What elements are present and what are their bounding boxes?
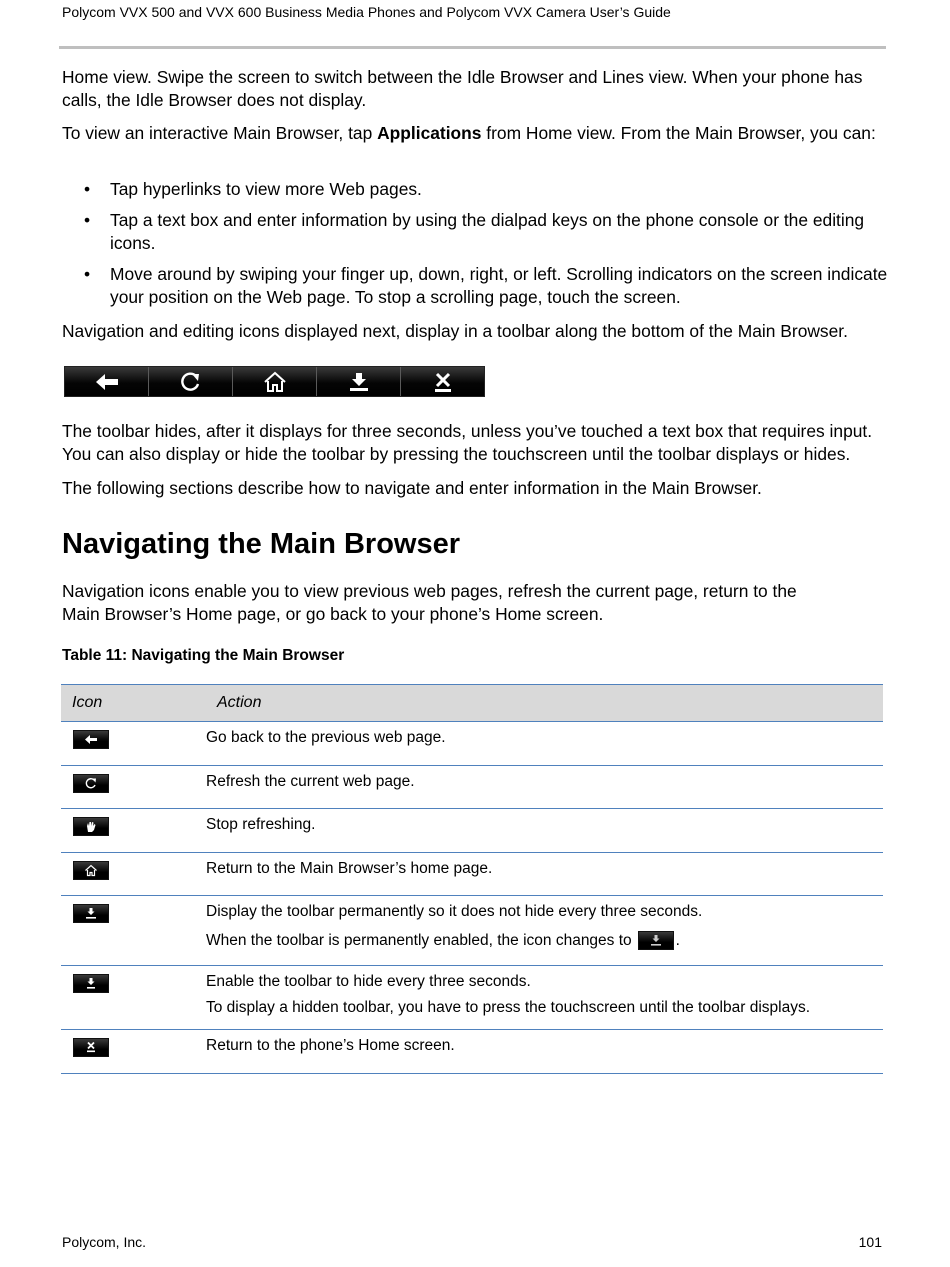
back-arrow-icon (73, 730, 109, 749)
action-text: Enable the toolbar to hide every three seconds. (206, 973, 531, 990)
intro-text-end: from Home view. From the Main Browser, you can: (481, 123, 876, 143)
toolbar-unpin-icon (73, 974, 109, 993)
section-paragraph: Navigation icons enable you to view previous web pages, refresh the current page, return to the Main Browser’s Home page, or go back to your phone’s Home screen. (62, 581, 797, 624)
action-text: Return to the Main Browser’s home page. (206, 860, 493, 877)
intro-text-start: To view an interactive Main Browser, tap (62, 123, 378, 143)
stop-hand-icon (73, 817, 109, 836)
sections-intro-paragraph: The following sections describe how to navigate and enter information in the Main Browser. (62, 478, 762, 498)
action-text: Return to the phone’s Home screen. (206, 1037, 455, 1054)
close-x-icon (401, 367, 484, 396)
icon-cell (61, 966, 206, 1029)
table-row (61, 809, 883, 853)
bullet-icon: • (84, 179, 91, 199)
refresh-icon (149, 367, 233, 396)
home-icon (233, 367, 317, 396)
page-header: Polycom VVX 500 and VVX 600 Business Media Phones and Polycom VVX Camera User’s Guide (62, 4, 671, 20)
icon-cell (61, 766, 206, 808)
action-text: Go back to the previous web page. (206, 729, 446, 746)
toolbar-pinned-icon (638, 931, 674, 950)
table-row (61, 853, 883, 896)
icon-cell (61, 896, 206, 965)
icon-cell (61, 809, 206, 852)
applications-term: Applications (377, 123, 482, 143)
action-text: Display the toolbar permanently so it does not hide every three seconds. (206, 903, 703, 920)
action-cell (206, 966, 883, 1029)
browser-actions-list (62, 178, 892, 317)
bullet-icon: • (84, 210, 91, 230)
list-item-text: Tap hyperlinks to view more Web pages. (110, 179, 422, 199)
toolbar-pin-icon (317, 367, 401, 396)
table-row (61, 896, 883, 966)
close-x-icon (73, 1038, 109, 1057)
page-number: 101 (858, 1234, 882, 1250)
table-row (61, 766, 883, 809)
navigation-table (61, 684, 883, 1074)
action-note: When the toolbar is permanently enabled, the icon changes to (206, 932, 632, 949)
list-item-text: Tap a text box and enter information by using the dialpad keys on the phone console or the editing icons. (110, 210, 865, 253)
action-cell (206, 896, 883, 965)
refresh-icon (73, 774, 109, 793)
intro-paragraph-1: Home view. Swipe the screen to switch between the Idle Browser and Lines view. When your phone has calls, the Idle Browser does not display. (62, 67, 863, 110)
column-header-icon: Icon (72, 694, 103, 711)
home-icon (73, 861, 109, 880)
icon-cell (61, 853, 206, 895)
back-arrow-icon (65, 367, 149, 396)
toolbar-pin-icon (73, 904, 109, 923)
footer-company: Polycom, Inc. (62, 1234, 147, 1250)
action-text: Refresh the current web page. (206, 773, 415, 790)
list-item-text: Move around by swiping your finger up, down, right, or left. Scrolling indicators on the screen indicate your position on the Web page. To stop a scrolling page, touch the screen. (110, 264, 888, 307)
icon-cell (61, 722, 206, 765)
icon-cell (61, 1030, 206, 1073)
list-item (62, 263, 892, 309)
action-text: Stop refreshing. (206, 816, 316, 833)
table-header-row (61, 684, 883, 722)
column-header-action: Action (217, 694, 262, 711)
action-text-secondary (206, 931, 883, 951)
table-row (61, 966, 883, 1030)
list-item (62, 209, 892, 255)
toolbar-intro-paragraph: Navigation and editing icons displayed next, display in a toolbar along the bottom of the Main Browser. (62, 321, 848, 341)
list-item (62, 178, 892, 201)
section-heading: Navigating the Main Browser (62, 528, 461, 560)
table-caption: Table 11: Navigating the Main Browser (62, 647, 345, 664)
bullet-icon: • (84, 264, 91, 284)
intro-paragraph-2 (62, 122, 892, 145)
table-row (61, 1030, 883, 1074)
action-text-secondary: To display a hidden toolbar, you have to press the touchscreen until the toolbar displays. (206, 999, 811, 1016)
toolbar-behavior-paragraph: The toolbar hides, after it displays for three seconds, unless you’ve touched a text box that requires input. You can also display or hide the toolbar by pressing the touchscreen until the toolbar displays or hides. (62, 421, 873, 464)
table-row (61, 722, 883, 766)
header-divider (59, 46, 886, 49)
browser-toolbar-image (64, 366, 485, 397)
action-note-end: . (675, 932, 680, 949)
